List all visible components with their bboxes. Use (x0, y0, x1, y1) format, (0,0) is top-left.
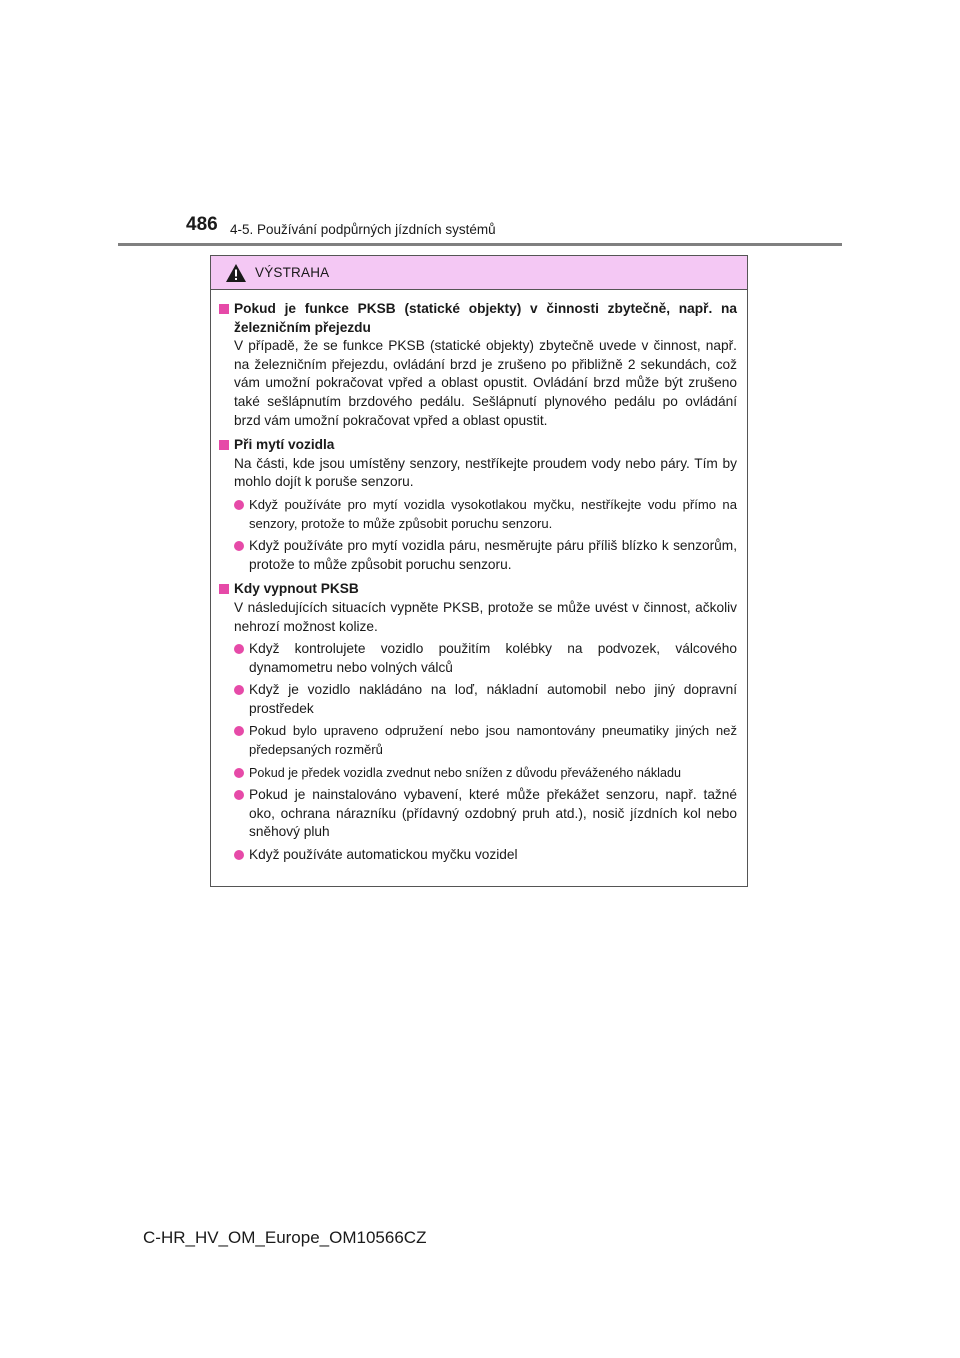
header-divider (118, 243, 842, 246)
circle-bullet-icon (234, 685, 244, 695)
list-item: Když používáte pro mytí vozidla vysokotlakou myčku, nestříkejte vodu přímo na senzory, protože to může způsobit poruchu senzoru. (219, 496, 737, 533)
warning-box (210, 255, 748, 887)
list-item: Pokud je nainstalováno vybavení, které může překážet senzoru, např. tažné oko, ochrana nárazníku (přídavný ozdobný pruh atd.), nosič jízdních kol nebo sněhový pluh (219, 786, 737, 842)
warning-triangle-icon (225, 263, 247, 283)
warning-content (211, 290, 747, 865)
section-title: 4-5. Používání podpůrných jízdních systémů (230, 222, 496, 237)
page-number: 486 (186, 214, 218, 235)
warning-header (211, 256, 747, 290)
circle-bullet-icon (234, 541, 244, 551)
circle-bullet-icon (234, 768, 244, 778)
list-item: Pokud bylo upraveno odpružení nebo jsou namontovány pneumatiky jiných než předepsaných rozměrů (219, 722, 737, 759)
section-body: V případě, že se funkce PKSB (statické objekty) zbytečně uvede v činnost, např. na železničním přejezdu, ovládání brzd je zrušeno po přibližně 2 sekundách, což vám umožní pokračovat vpřed a oblast opustit. Ovládání brzd může být zrušeno také sešlápnutím brzdového pedálu. Sešlápnutí plynového pedálu po ovládání brzd vám umožní pokračovat vpřed a oblast opustit. (234, 338, 737, 428)
section-body: V následujících situacích vypněte PKSB, protože se může uvést v činnost, ačkoliv nehrozí možnost kolize. (234, 599, 737, 634)
list-item: Když je vozidlo nakládáno na loď, nákladní automobil nebo jiný dopravní prostředek (219, 681, 737, 718)
warning-section-pksb-unnecessary (219, 300, 737, 430)
circle-bullet-icon (234, 850, 244, 860)
circle-bullet-icon (234, 726, 244, 736)
section-heading: Při mytí vozidla (219, 436, 737, 455)
square-bullet-icon (219, 584, 229, 594)
warning-section-turn-off (219, 580, 737, 864)
circle-bullet-icon (234, 500, 244, 510)
section-body: Na části, kde jsou umístěny senzory, nestříkejte proudem vody nebo páry. Tím by mohlo dojít k poruše senzoru. (234, 455, 737, 490)
circle-bullet-icon (234, 790, 244, 800)
document-code: C-HR_HV_OM_Europe_OM10566CZ (143, 1228, 427, 1247)
section-heading: Pokud je funkce PKSB (statické objekty) v činnosti zbytečně, např. na železničním přejezdu (219, 300, 737, 337)
warning-section-washing (219, 436, 737, 574)
list-item: Pokud je předek vozidla zvednut nebo snížen z důvodu převáženého nákladu (219, 764, 737, 783)
list-item: Když kontrolujete vozidlo použitím kolébky na podvozek, válcového dynamometru nebo volných válců (219, 640, 737, 677)
square-bullet-icon (219, 304, 229, 314)
list-item: Když používáte pro mytí vozidla páru, nesměrujte páru příliš blízko k senzorům, protože to může způsobit poruchu senzoru. (219, 537, 737, 574)
square-bullet-icon (219, 440, 229, 450)
circle-bullet-icon (234, 644, 244, 654)
warning-label: VÝSTRAHA (255, 265, 330, 280)
section-heading: Kdy vypnout PKSB (219, 580, 737, 599)
list-item: Když používáte automatickou myčku vozidel (219, 846, 737, 865)
